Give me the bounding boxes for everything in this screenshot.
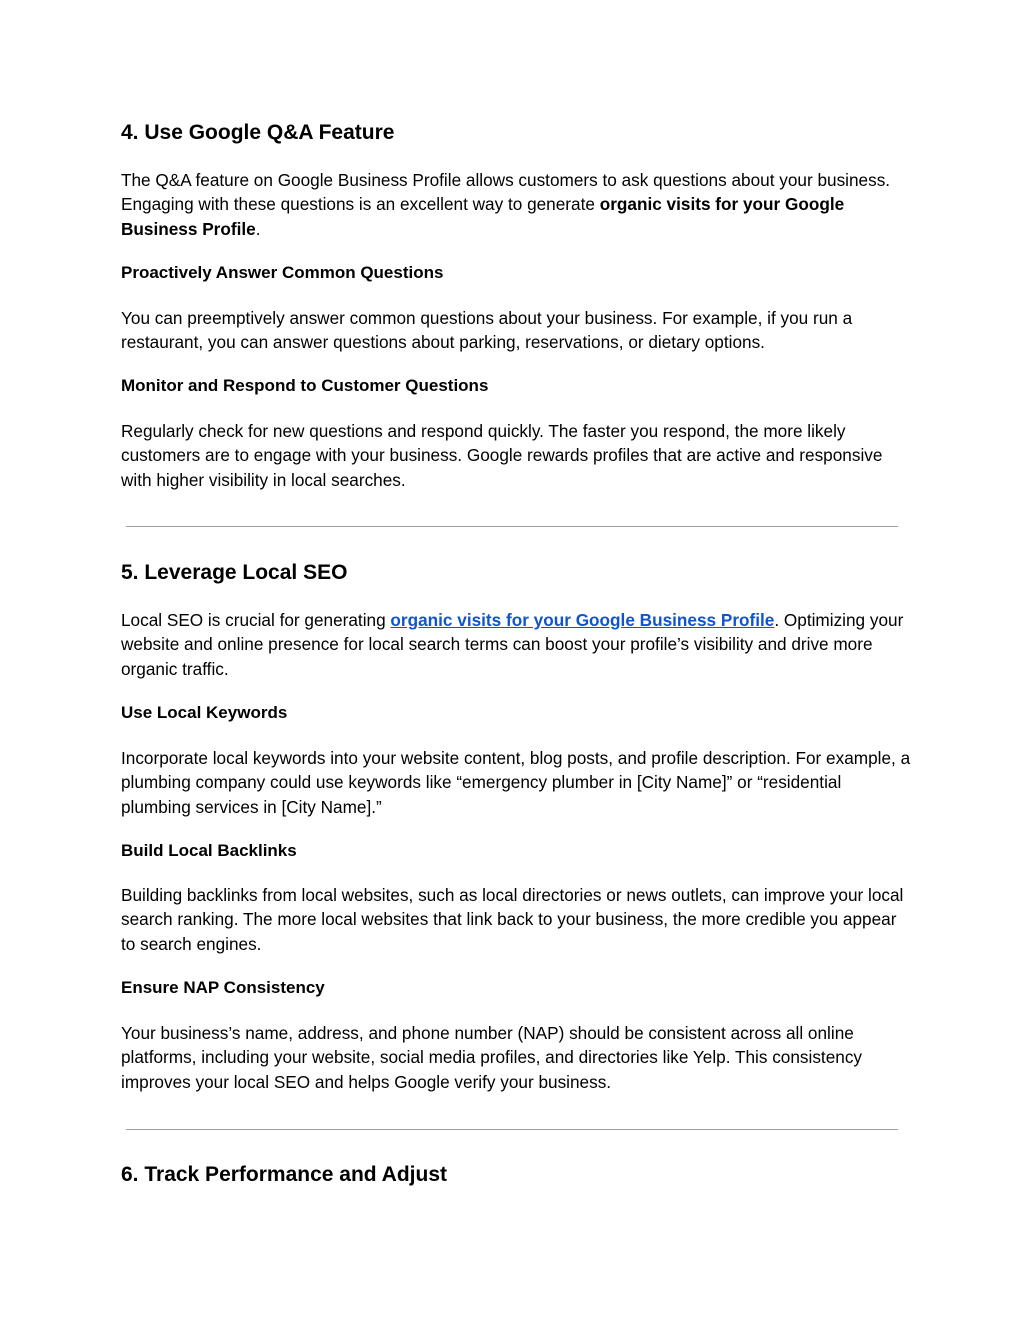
paragraph-proactively-answer: You can preemptively answer common questions about your business. For example, if you run a restaurant, you can answer questions about parking, reservations, or dietary options.	[121, 308, 853, 353]
subheading-local-keywords: Use Local Keywords	[121, 703, 288, 722]
section-divider	[126, 1129, 898, 1130]
intro-text: The Q&A feature on Google Business Profile allows customers to ask questions about your business. Engaging with these questions is an excellent way to generate	[121, 170, 891, 215]
section-heading-local-seo: 5. Leverage Local SEO	[121, 561, 348, 584]
paragraph-local-keywords: Incorporate local keywords into your website content, blog posts, and profile description. For example, a plumbing company could use keywords like “emergency plumber in [City Name]” or “residential plumbing services in [City Name].”	[121, 748, 911, 817]
section-heading-q-and-a: 4. Use Google Q&A Feature	[121, 121, 395, 144]
section-heading-track-performance: 6. Track Performance and Adjust	[121, 1163, 448, 1186]
paragraph-monitor-respond: Regularly check for new questions and respond quickly. The faster you respond, the more likely customers are to engage with your business. Google rewards profiles that are active and responsive with higher visibility in local searches.	[121, 421, 883, 490]
intro-text: Local SEO is crucial for generating	[121, 610, 391, 630]
subheading-local-backlinks: Build Local Backlinks	[121, 841, 297, 860]
intro-bold-text: organic visits for your Google Business Profile	[121, 194, 845, 239]
intro-text-end: . Optimizing your website and online presence for local search terms can boost your profile’s visibility and drive more organic traffic.	[121, 610, 904, 679]
paragraph-nap-consistency: Your business’s name, address, and phone number (NAP) should be consistent across all online platforms, including your website, social media profiles, and directories like Yelp. This consistency improves your local SEO and helps Google verify your business.	[121, 1023, 863, 1092]
subheading-proactively-answer: Proactively Answer Common Questions	[121, 263, 444, 282]
subheading-monitor-respond: Monitor and Respond to Customer Questions	[121, 376, 489, 395]
section-divider	[126, 526, 898, 527]
subheading-nap-consistency: Ensure NAP Consistency	[121, 978, 325, 997]
section-intro-q-and-a	[121, 168, 911, 241]
section-intro-local-seo	[121, 608, 911, 681]
organic-visits-link[interactable]: organic visits for your Google Business Profile	[390, 610, 775, 630]
paragraph-local-backlinks: Building backlinks from local websites, such as local directories or news outlets, can improve your local search ranking. The more local websites that link back to your business, the more credible you appear to search engines.	[121, 885, 904, 954]
intro-text-end: .	[255, 218, 261, 239]
